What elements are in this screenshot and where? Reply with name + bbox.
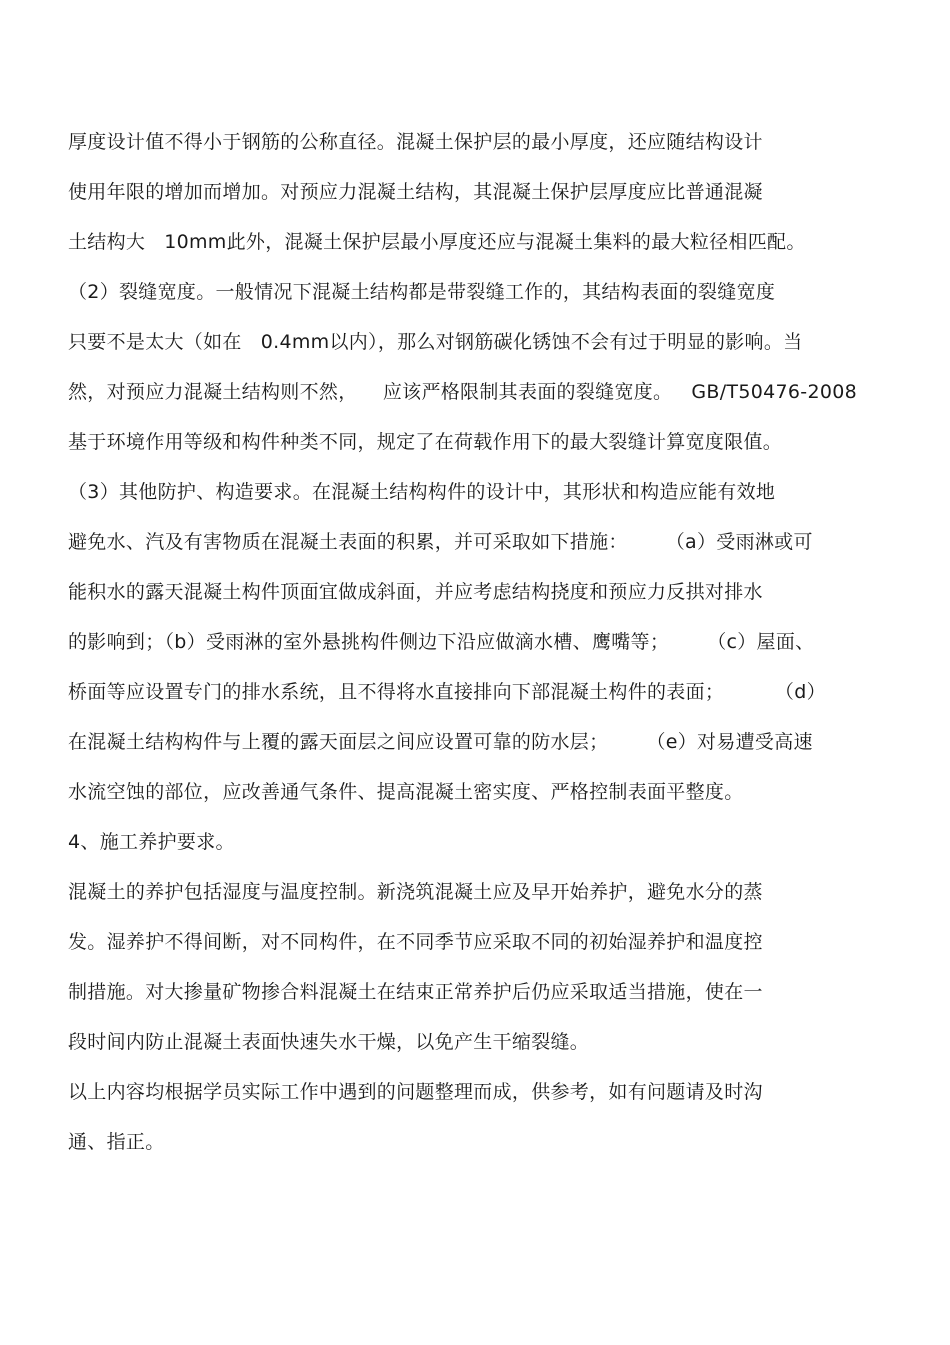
text-line-19: 段时间内防止混凝土表面快速失水干燥，以免产生干缩裂缝。 (68, 1031, 590, 1053)
text-line-3: 土结构大 10mm此外，混凝土保护层最小厚度还应与混凝土集料的最大粒径相匹配。 (68, 231, 806, 253)
text-line-9: 避免水、汽及有害物质在混凝土表面的积累，并可采取如下措施： （a）受雨淋或可 (68, 531, 813, 553)
text-line-5: 只要不是太大（如在 0.4mm以内），那么对钢筋碳化锈蚀不会有过于明显的影响。当 (68, 331, 803, 353)
text-line-17: 发。湿养护不得间断，对不同构件，在不同季节应采取不同的初始湿养护和温度控 (68, 931, 763, 953)
text-line-20: 以上内容均根据学员实际工作中遇到的问题整理而成，供参考，如有问题请及时沟 (68, 1081, 763, 1103)
text-line-18: 制措施。对大掺量矿物掺合料混凝土在结束正常养护后仍应采取适当措施，使在一 (68, 981, 763, 1003)
text-line-14: 水流空蚀的部位，应改善通气条件、提高混凝土密实度、严格控制表面平整度。 (68, 781, 744, 803)
text-line-13: 在混凝土结构构件与上覆的露天面层之间应设置可靠的防水层； （e）对易遭受高速 (68, 731, 813, 753)
text-line-6: 然，对预应力混凝土结构则不然， 应该严格限制其表面的裂缝宽度。 GB/T50476-2008 (68, 381, 857, 403)
text-line-8: （3）其他防护、构造要求。在混凝土结构构件的设计中，其形状和构造应能有效地 (68, 481, 776, 503)
text-line-10: 能积水的露天混凝土构件顶面宜做成斜面，并应考虑结构挠度和预应力反拱对排水 (68, 581, 763, 603)
text-line-7: 基于环境作用等级和构件种类不同，规定了在荷载作用下的最大裂缝计算宽度限值。 (68, 431, 783, 453)
text-line-1: 厚度设计值不得小于钢筋的公称直径。混凝土保护层的最小厚度，还应随结构设计 (68, 131, 763, 153)
section-heading: 4、施工养护要求。 (68, 831, 235, 853)
text-line-11: 的影响到；（b）受雨淋的室外悬挑构件侧边下沿应做滴水槽、鹰嘴等； （c）屋面、 (68, 631, 815, 653)
text-line-16: 混凝土的养护包括湿度与温度控制。新浇筑混凝土应及早开始养护，避免水分的蒸 (68, 881, 763, 903)
text-line-21: 通、指正。 (68, 1131, 165, 1153)
text-line-4: （2）裂缝宽度。一般情况下混凝土结构都是带裂缝工作的，其结构表面的裂缝宽度 (68, 281, 776, 303)
text-line-2: 使用年限的增加而增加。对预应力混凝土结构，其混凝土保护层厚度应比普通混凝 (68, 181, 763, 203)
text-line-12: 桥面等应设置专门的排水系统，且不得将水直接排向下部混凝土构件的表面； （d） (68, 681, 826, 703)
